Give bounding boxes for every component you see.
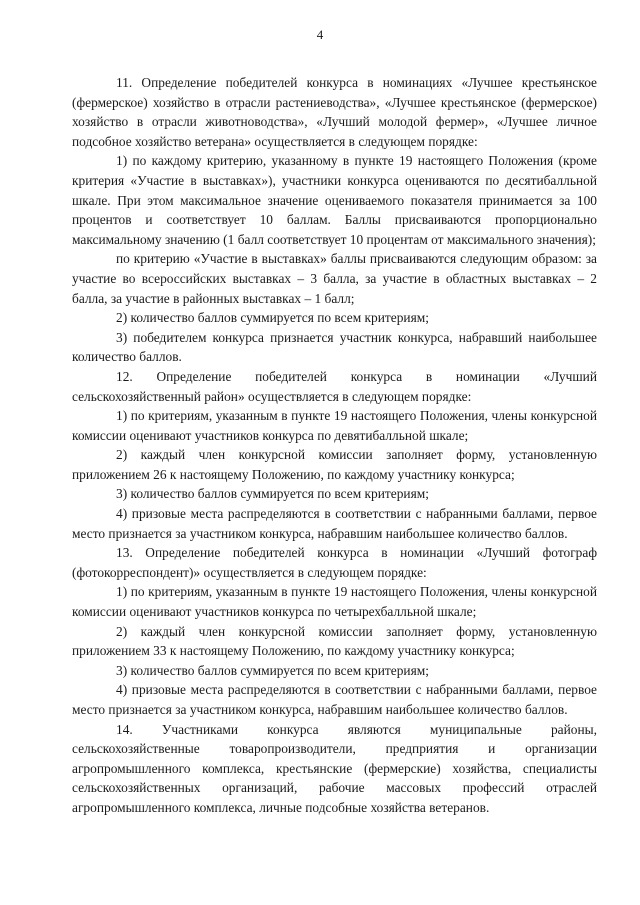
document-body <box>72 73 597 818</box>
paragraph-14: 14. Участниками конкурса являются муниципальные районы, сельскохозяйственные товаропроизводители, предприятия и организации агропромышленного комплекса, крестьянские (фермерские) хозяйства, специалисты сельскохозяйственных организаций, рабочие массовых профессий отраслей агропромышленного комплекса, личные подсобные хозяйства ветеранов. <box>72 721 597 815</box>
paragraph-13-item-4: 4) призовые места распределяются в соответствии с набранными баллами, первое место признается за участником конкурса, набравшим наибольшее количество баллов. <box>72 682 597 717</box>
paragraph-12-intro: 12. Определение победителей конкурса в номинации «Лучший сельскохозяйственный район» осуществляется в следующем порядке: <box>72 368 597 404</box>
paragraph-12-item-3: 3) количество баллов суммируется по всем критериям; <box>116 486 429 502</box>
paragraph-11-exhibitions: по критерию «Участие в выставках» баллы присваиваются следующим образом: за участие во всероссийских выставках – 3 балла, за участие в областных выставках – 2 балла, за участие в районных выставках – 1 балл; <box>72 251 597 306</box>
page-number: 4 <box>316 27 324 42</box>
paragraph-13-intro: 13. Определение победителей конкурса в номинации «Лучший фотограф (фотокорреспондент)» осуществляется в следующем порядке: <box>72 545 597 580</box>
paragraph-13-item-3: 3) количество баллов суммируется по всем критериям; <box>116 662 429 678</box>
paragraph-12-item-2: 2) каждый член конкурсной комиссии заполняет форму, установленную приложением 26 к настоящему Положению, по каждому участнику конкурса; <box>72 447 597 482</box>
paragraph-11-item-3: 3) победителем конкурса признается участник конкурса, набравший наибольшее количество баллов. <box>72 329 597 365</box>
paragraph-12-item-4: 4) призовые места распределяются в соответствии с набранными баллами, первое место признается за участником конкурса, набравшим наибольшее количество баллов. <box>72 506 597 541</box>
paragraph-11-item-2: 2) количество баллов суммируется по всем критериям; <box>116 310 429 326</box>
paragraph-12-item-1: 1) по критериям, указанным в пункте 19 настоящего Положения, члены конкурсной комиссии оценивают участников конкурса по девятибалльной шкале; <box>72 408 597 443</box>
paragraph-13-item-1: 1) по критериям, указанным в пункте 19 настоящего Положения, члены конкурсной комиссии оценивают участников конкурса по четырехбалльной шкале; <box>72 584 597 620</box>
paragraph-11-item-1: 1) по каждому критерию, указанному в пункте 19 настоящего Положения (кроме критерия «Участие в выставках»), участники конкурса оцениваются по десятибалльной шкале. При этом максимальное значение оцениваемого показателя принимается за 100 процентов и соответствует 10 баллам. Баллы присваиваются пропорционально максимальному значению (1 балл соответствует 10 процентам от максимального значения); <box>72 153 597 247</box>
paragraph-13-item-2: 2) каждый член конкурсной комиссии заполняет форму, установленную приложением 33 к настоящему Положению, по каждому участнику конкурса; <box>72 623 597 659</box>
paragraph-11-intro: 11. Определение победителей конкурса в номинациях «Лучшее крестьянское (фермерское) хозяйство в отрасли растениеводства», «Лучшее крестьянское (фермерское) хозяйство в отрасли животноводства», «Лучший молодой фермер», «Лучшее личное подсобное хозяйство ветерана» осуществляется в следующем порядке: <box>72 75 597 149</box>
